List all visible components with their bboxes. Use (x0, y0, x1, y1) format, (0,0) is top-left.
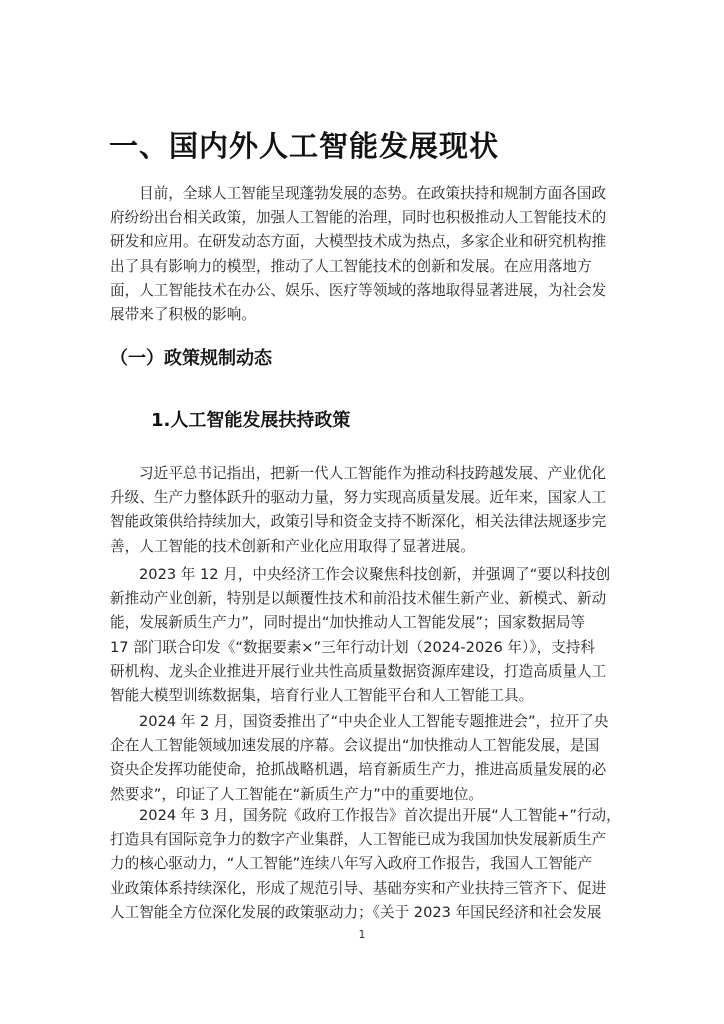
paragraph-line: 面，人工智能技术在办公、娱乐、医疗等领域的落地取得显著进展，为社会发 (110, 281, 607, 299)
paragraph-line: 目前，全球人工智能呈现蓬勃发展的态势。在政策扶持和规制方面各国政 (139, 185, 607, 202)
paragraph-line: 2023 年 12 月，中央经济工作会议聚焦科技创新，并强调了“要以科技创 (139, 566, 611, 583)
section-heading: 一、国内外人工智能发展现状 (109, 129, 500, 163)
paragraph-line: 企在人工智能领域加速发展的序幕。会议提出“加快推动人工智能发展，是国 (110, 737, 600, 755)
paragraph-line: 17 部门联合印发《“数据要素×”三年行动计划（2024-2026 年）》，支持科 (110, 638, 595, 656)
paragraph-line: 府纷纷出台相关政策，加强人工智能的治理，同时也积极推动人工智能技术的 (110, 209, 607, 227)
paragraph-line: 研机构、龙头企业推进开展行业共性高质量数据资源库建设，打造高质量人工 (110, 662, 607, 680)
paragraph-line: 习近平总书记指出，把新一代人工智能作为推动科技跨越发展、产业优化 (139, 465, 607, 482)
subsection-heading: （一）政策规制动态 (110, 348, 272, 369)
paragraph-line: 2024 年 3 月，国务院《政府工作报告》首次提出开展“人工智能+”行动， (139, 807, 621, 824)
paragraph-line: 2024 年 2 月，国资委推出了“中央企业人工智能专题推进会”，拉开了央 (139, 713, 609, 730)
paragraph-line: 善，人工智能的技术创新和产业化应用取得了显著进展。 (110, 537, 475, 555)
paragraph-3 (110, 710, 612, 807)
paragraph-line: 出了具有影响力的模型，推动了人工智能技术的创新和发展。在应用落地方 (110, 257, 592, 275)
paragraph-4 (110, 804, 621, 925)
paragraph-line: 新推动产业创新，特别是以颠覆性技术和前沿技术催生新产业、新模式、新动 (110, 590, 607, 608)
page-number: 1 (358, 928, 366, 941)
paragraph-line: 然要求”，印证了人工智能在“新质生产力”中的重要地位。 (110, 785, 483, 803)
paragraph-line: 资央企发挥功能使命，抢抓战略机遇，培育新质生产力，推进高质量发展的必 (110, 761, 607, 779)
intro-paragraph (110, 182, 612, 327)
paragraph-2 (110, 563, 612, 708)
paragraph-line: 升级、生产力整体跃升的驱动力量，努力实现高质量发展。近年来，国家人工 (110, 489, 607, 507)
paragraph-line: 业政策体系持续深化，形成了规范引导、基础夯实和产业扶持三管齐下、促进 (110, 879, 607, 897)
paragraph-line: 研发和应用。在研发动态方面，大模型技术成为热点，多家企业和研究机构推 (110, 233, 607, 251)
subsubsection-heading: 1.人工智能发展扶持政策 (151, 410, 351, 431)
paragraph-line: 人工智能全方位深化发展的政策驱动力；《关于 2023 年国民经济和社会发展 (110, 903, 602, 921)
paragraph-line: 智能大模型训练数据集，培育行业人工智能平台和人工智能工具。 (110, 687, 534, 705)
paragraph-line: 展带来了积极的影响。 (110, 306, 256, 324)
paragraph-line: 能，发展新质生产力”，同时提出“加快推动人工智能发展”；国家数据局等 (110, 614, 586, 632)
paragraph-1 (110, 462, 612, 559)
paragraph-line: 力的核心驱动力，“人工智能”连续八年写入政府工作报告，我国人工智能产 (110, 855, 593, 873)
paragraph-line: 智能政策供给持续加大，政策引导和资金支持不断深化，相关法律法规逐步完 (110, 513, 607, 531)
paragraph-line: 打造具有国际竞争力的数字产业集群，人工智能已成为我国加快发展新质生产 (110, 831, 607, 849)
